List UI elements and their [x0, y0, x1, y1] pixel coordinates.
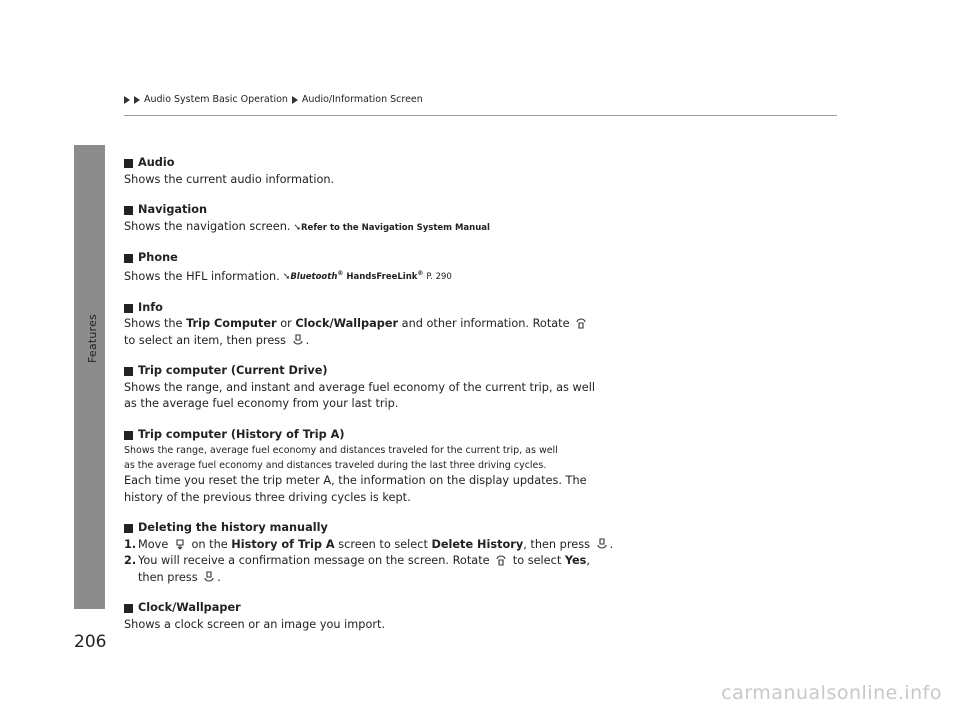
section-clock-wallpaper — [124, 600, 824, 633]
section-trip-current: Trip computer (Current Drive) Shows the range, and instant and average fuel economy of the current trip, as well as the average fuel economy from your last trip. — [124, 364, 595, 411]
side-tab-label: Features — [86, 314, 99, 363]
square-bullet-icon — [124, 367, 133, 376]
square-bullet-icon — [124, 604, 133, 613]
square-bullet-icon — [124, 431, 133, 440]
reference-arrow-icon: ➘ — [293, 222, 302, 233]
square-bullet-icon — [124, 304, 133, 313]
section-title: Audio — [138, 156, 175, 169]
section-navigation — [124, 202, 824, 236]
interface-dial-press-icon — [292, 334, 304, 346]
section-audio — [124, 155, 824, 188]
interface-dial-move-icon — [174, 538, 186, 550]
section-text: Shows the HFL information. — [124, 269, 280, 283]
triangle-icon — [134, 96, 140, 104]
triangle-icon — [124, 96, 130, 104]
interface-dial-press-icon — [596, 538, 608, 550]
breadcrumb-item[interactable]: Audio System Basic Operation — [144, 94, 288, 105]
page-number: 206 — [74, 632, 107, 652]
square-bullet-icon — [124, 159, 133, 168]
section-title: Info — [138, 300, 163, 314]
interface-dial-press-icon — [203, 571, 215, 583]
section-phone — [124, 250, 824, 286]
header-rule — [124, 115, 837, 116]
square-bullet-icon — [124, 524, 133, 533]
interface-dial-rotate-icon — [575, 317, 587, 329]
section-title: Trip computer (History of Trip A) — [138, 427, 345, 441]
section-trip-history: Trip computer (History of Trip A) Shows the range, average fuel economy and distances traveled for the current trip, as well as the average fuel economy and distances traveled during the last three driving cycles. Each time you reset the trip meter A, the information on the display updates. The history of the previous three driving cycles is kept. — [124, 427, 587, 504]
section-title: Trip computer (Current Drive) — [138, 364, 328, 378]
section-title: Phone — [138, 251, 178, 264]
section-title: Clock/Wallpaper — [138, 601, 241, 615]
section-text: Shows a clock screen or an image you import. — [124, 617, 386, 631]
section-title: Navigation — [138, 203, 208, 216]
breadcrumb-item[interactable]: Audio/Information Screen — [301, 94, 423, 105]
cross-reference[interactable]: ➘Refer to the Navigation System Manual — [293, 222, 490, 233]
step-2: 2. You will receive a confirmation message on the screen. Rotate to select Yes, — [124, 554, 590, 568]
section-text: Shows the current audio information. — [124, 172, 335, 186]
square-bullet-icon — [124, 254, 133, 263]
breadcrumb — [124, 94, 423, 105]
cross-reference[interactable]: ➘Bluetooth® HandsFreeLink® P. 290 — [282, 270, 452, 283]
section-delete-history — [124, 520, 824, 586]
triangle-icon — [292, 96, 298, 104]
section-text: Shows the navigation screen. — [124, 219, 291, 233]
square-bullet-icon — [124, 206, 133, 215]
step-2-continued: then press . — [138, 570, 221, 584]
page-content — [124, 155, 824, 647]
step-1: 1. Move on the History of Trip A screen to select Delete History, then press . — [124, 537, 614, 551]
reference-arrow-icon: ➘ — [282, 272, 291, 283]
interface-dial-rotate-icon — [495, 554, 507, 566]
watermark: carmanualsonline.info — [721, 682, 942, 704]
section-title: Deleting the history manually — [138, 521, 328, 535]
section-info: Info Shows the Trip Computer or Clock/Wallpaper and other information. Rotate to select an item, then press . — [124, 300, 824, 350]
